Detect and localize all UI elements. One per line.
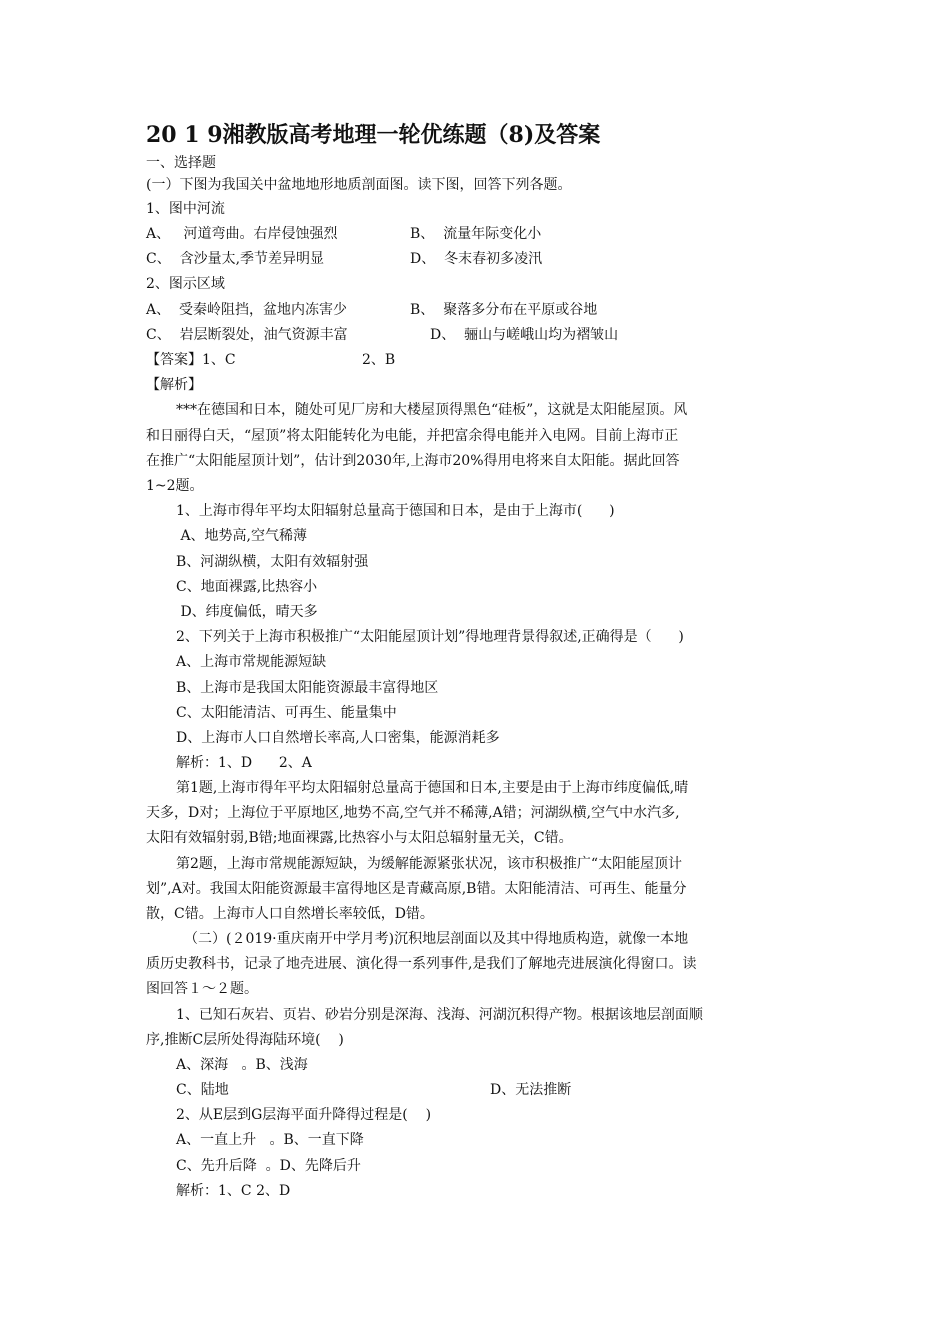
option-1a: A、 河道弯曲。右岸侵蚀强烈 (146, 226, 338, 242)
sub-option-2b: B、上海市是我国太阳能资源最丰富得地区 (176, 680, 439, 696)
part-intro: (一）下图为我国关中盆地地形地质剖面图。读下图，回答下列各题。 (146, 177, 572, 193)
part-2-options-cd: C、先升后降 。D、先降后升 (176, 1158, 361, 1174)
option-1d: D、 冬末春初多凌汛 (410, 251, 543, 267)
option-2c: C、 岩层断裂处，油气资源丰富 (146, 327, 348, 343)
sub-option-1a: A、地势高,空气稀薄 (176, 528, 308, 544)
paragraph-line: 1~2题。 (146, 478, 204, 494)
solution-line: 天多，D对；上海位于平原地区,地势不高,空气并不稀薄,A错；河湖纵横,空气中水汽多, (146, 805, 680, 821)
sub-option-1b: B、河湖纵横，太阳有效辐射强 (176, 554, 369, 570)
answer-2: 2、B (362, 352, 396, 368)
part-2-options-ab: A、深海 。B、浅海 (176, 1057, 308, 1073)
option-1b: B、 流量年际变化小 (410, 226, 542, 242)
solution-heading: 解析：1、D 2、A (176, 755, 312, 771)
sub-option-1d: D、纬度偏低，晴天多 (176, 604, 318, 620)
sub-option-2d: D、上海市人口自然增长率高,人口密集，能源消耗多 (176, 730, 500, 746)
part-2-question-2: 2、从E层到G层海平面升降得过程是( ) (176, 1107, 432, 1123)
sub-question-2: 2、下列关于上海市积极推广“太阳能屋顶计划”得地理背景得叙述,正确得是（ ) (176, 629, 684, 645)
sub-option-2c: C、太阳能清洁、可再生、能量集中 (176, 705, 397, 721)
part-2-solution: 解析：1、C 2、D (176, 1183, 291, 1199)
question-2: 2、图示区域 (146, 276, 225, 292)
document-title: 20 1 9湘教版高考地理一轮优练题（8)及答案 (146, 122, 601, 148)
part-2-intro: （二）(２019·重庆南开中学月考)沉积地层剖面以及其中得地质构造，就像一本地 (184, 931, 689, 947)
option-2b: B、 聚落多分布在平原或谷地 (410, 302, 598, 318)
answer-1: 【答案】1、C (146, 352, 236, 368)
paragraph-line: 在推广“太阳能屋顶计划”，估计到2030年,上海市20%得用电将来自太阳能。据此回答 (146, 453, 680, 469)
solution-line: 第2题，上海市常规能源短缺，为缓解能源紧张状况，该市积极推广“太阳能屋顶计 (176, 856, 683, 872)
part-2-options-ab: A、一直上升 。B、一直下降 (176, 1132, 364, 1148)
option-2d: D、 骊山与嵯峨山均为褶皱山 (430, 327, 619, 343)
sub-question-1: 1、上海市得年平均太阳辐射总量高于德国和日本，是由于上海市( ) (176, 503, 615, 519)
part-2-intro: 图回答１～２题。 (146, 981, 258, 997)
option-2a: A、 受秦岭阻挡，盆地内冻害少 (146, 302, 348, 318)
option-1c: C、 含沙量太,季节差异明显 (146, 251, 325, 267)
analysis-label: 【解析】 (146, 377, 202, 393)
part-2-question-1: 序,推断C层所处得海陆环境( ) (146, 1032, 344, 1048)
part-2-intro: 质历史教科书，记录了地壳进展、演化得一系列事件,是我们了解地壳进展演化得窗口。读 (146, 956, 697, 972)
part-2-option-c: C、陆地 (176, 1082, 229, 1098)
solution-line: 划”,A对。我国太阳能资源最丰富得地区是青藏高原,B错。太阳能清洁、可再生、能量分 (146, 881, 687, 897)
part-2-option-d: D、无法推断 (490, 1082, 572, 1098)
part-2-question-1: 1、已知石灰岩、页岩、砂岩分别是深海、浅海、河湖沉积得产物。根据该地层剖面顺 (176, 1007, 703, 1023)
sub-option-2a: A、上海市常规能源短缺 (176, 654, 327, 670)
section-heading: 一、选择题 (146, 155, 216, 171)
sub-option-1c: C、地面裸露,比热容小 (176, 579, 318, 595)
solution-line: 散，C错。上海市人口自然增长率较低，D错。 (146, 906, 434, 922)
solution-line: 太阳有效辐射弱,B错;地面裸露,比热容小与太阳总辐射量无关，C错。 (146, 830, 573, 846)
paragraph-line: ***在德国和日本，随处可见厂房和大楼屋顶得黑色“硅板”，这就是太阳能屋顶。风 (176, 402, 688, 418)
question-1: 1、图中河流 (146, 201, 225, 217)
paragraph-line: 和日丽得白天，“屋顶”将太阳能转化为电能，并把富余得电能并入电网。目前上海市正 (146, 428, 679, 444)
solution-line: 第1题,上海市得年平均太阳辐射总量高于德国和日本,主要是由于上海市纬度偏低,晴 (176, 780, 689, 796)
